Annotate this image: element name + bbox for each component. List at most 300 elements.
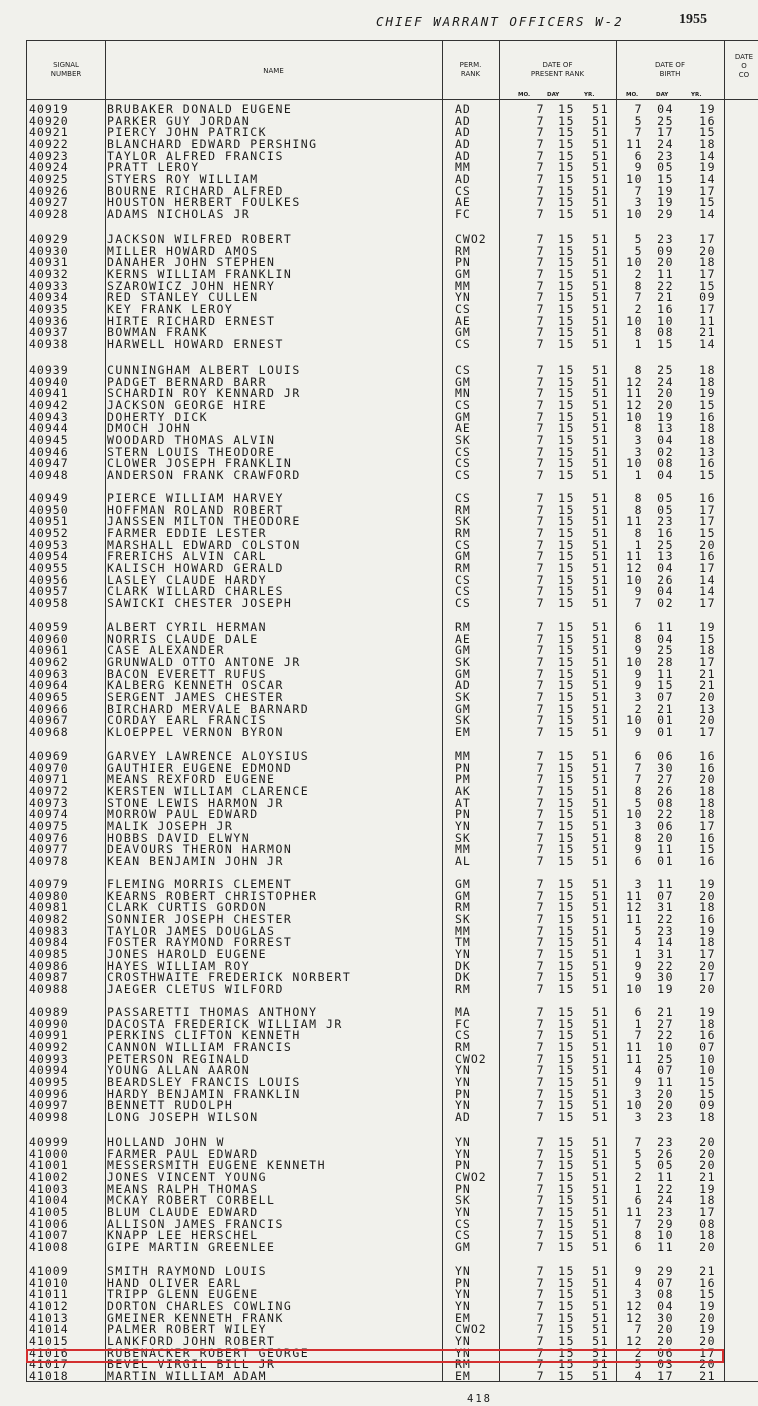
birth-year: 18 (699, 432, 716, 447)
officer-name: FRERICHS ALVIN CARL (107, 549, 268, 564)
perm-rank: YN (455, 1098, 471, 1113)
present-rank-year: 51 (592, 783, 609, 798)
present-rank-month: 7 (536, 301, 545, 316)
birth-day: 07 (657, 1063, 674, 1078)
present-rank-month: 7 (536, 160, 545, 175)
officer-name: GMEINER KENNETH FRANK (107, 1310, 284, 1325)
present-rank-day: 15 (558, 1098, 575, 1113)
birth-month: 4 (634, 1063, 643, 1078)
present-rank-month: 7 (536, 549, 545, 564)
present-rank-day: 15 (558, 1239, 575, 1254)
table-row (27, 853, 758, 868)
signal-number: 40922 (29, 136, 69, 151)
present-rank-month: 7 (536, 981, 545, 996)
signal-number: 40924 (29, 160, 69, 175)
perm-rank: CS (455, 491, 471, 505)
signal-number: 40968 (29, 724, 69, 739)
birth-day: 17 (657, 125, 674, 140)
birth-day: 05 (657, 1158, 674, 1173)
perm-rank: RM (455, 525, 471, 540)
birth-year: 15 (699, 631, 716, 646)
present-rank-day: 15 (558, 1322, 575, 1337)
header-date-next: DATE O CO (734, 53, 754, 79)
perm-rank: AD (455, 1109, 471, 1124)
birth-day: 31 (657, 946, 674, 961)
officer-name: GIPE MARTIN GREENLEE (107, 1239, 276, 1254)
present-rank-day: 15 (558, 278, 575, 293)
perm-rank: AE (455, 195, 471, 210)
birth-month: 7 (634, 760, 643, 775)
birth-year: 16 (699, 1275, 716, 1290)
officer-name: ADAMS NICHOLAS JR (107, 206, 251, 221)
perm-rank: CS (455, 584, 471, 599)
present-rank-month: 7 (536, 1216, 545, 1231)
birth-day: 04 (657, 102, 674, 116)
birth-year: 18 (699, 1193, 716, 1208)
signal-number: 41018 (29, 1368, 69, 1383)
perm-rank: YN (455, 1146, 471, 1161)
birth-year: 15 (699, 125, 716, 140)
birth-month: 1 (634, 467, 643, 482)
officer-name: MALIK JOSEPH JR (107, 818, 234, 833)
birth-day: 30 (657, 1310, 674, 1325)
perm-rank: PN (455, 1275, 471, 1290)
perm-rank: PN (455, 760, 471, 775)
officer-name: FLEMING MORRIS CLEMENT (107, 877, 293, 891)
header-signal-number: SIGNAL NUMBER (50, 61, 82, 78)
present-rank-month: 7 (536, 1322, 545, 1337)
officer-name: PRATT LEROY (107, 160, 200, 175)
birth-month: 5 (634, 113, 643, 128)
officer-name: PIERCY JOHN PATRICK (107, 125, 268, 140)
table-row (27, 595, 758, 610)
perm-rank: DK (455, 970, 471, 985)
birth-month: 6 (634, 853, 643, 868)
officer-name: RED STANLEY CULLEN (107, 290, 259, 305)
birth-month: 9 (634, 643, 643, 658)
present-rank-year: 51 (592, 301, 609, 316)
present-rank-year: 51 (592, 1333, 609, 1348)
officer-name: DORTON CHARLES COWLING (107, 1298, 293, 1313)
birth-month: 2 (634, 1345, 643, 1360)
birth-year: 14 (699, 206, 716, 221)
table-row (27, 724, 758, 739)
birth-month: 3 (634, 432, 643, 447)
birth-year: 19 (699, 923, 716, 938)
signal-number: 41016 (29, 1345, 69, 1360)
birth-year: 15 (699, 842, 716, 857)
present-rank-month: 7 (536, 900, 545, 915)
birth-day: 24 (657, 1193, 674, 1208)
present-rank-year: 51 (592, 807, 609, 822)
officer-name: JONES VINCENT YOUNG (107, 1169, 268, 1184)
table-row (27, 1368, 758, 1383)
officer-name: BEARDSLEY FRANCIS LOUIS (107, 1074, 301, 1089)
signal-number: 40942 (29, 397, 69, 412)
birth-month: 3 (634, 689, 643, 704)
present-rank-month: 7 (536, 888, 545, 903)
present-rank-month: 7 (536, 525, 545, 540)
perm-rank: EM (455, 1368, 471, 1383)
birth-year: 18 (699, 255, 716, 270)
present-rank-year: 51 (592, 830, 609, 845)
present-rank-year: 51 (592, 1216, 609, 1231)
birth-day: 04 (657, 1298, 674, 1313)
perm-rank: YN (455, 1333, 471, 1348)
birth-day: 08 (657, 325, 674, 340)
present-rank-month: 7 (536, 1074, 545, 1089)
birth-month: 10 (626, 255, 643, 270)
perm-rank: CS (455, 537, 471, 552)
birth-day: 25 (657, 643, 674, 658)
present-rank-year: 51 (592, 491, 609, 505)
signal-number: 40962 (29, 654, 69, 669)
present-rank-year: 51 (592, 749, 609, 763)
present-rank-month: 7 (536, 206, 545, 221)
birth-year: 10 (699, 1051, 716, 1066)
present-rank-month: 7 (536, 266, 545, 281)
birth-month: 12 (626, 1333, 643, 1348)
birth-year: 18 (699, 783, 716, 798)
present-rank-year: 51 (592, 1310, 609, 1325)
present-rank-day: 15 (558, 432, 575, 447)
present-rank-month: 7 (536, 113, 545, 128)
present-rank-day: 15 (558, 1158, 575, 1173)
present-rank-day: 15 (558, 560, 575, 575)
present-rank-month: 7 (536, 195, 545, 210)
present-rank-month: 7 (536, 666, 545, 681)
present-rank-year: 51 (592, 1005, 609, 1019)
birth-day: 15 (657, 336, 674, 351)
present-rank-year: 51 (592, 760, 609, 775)
signal-number: 40990 (29, 1016, 69, 1031)
officer-name: SCHARDIN ROY KENNARD JR (107, 386, 301, 401)
officer-name: MESSERSMITH EUGENE KENNETH (107, 1158, 327, 1173)
birth-month: 10 (626, 713, 643, 728)
birth-day: 11 (657, 666, 674, 681)
present-rank-month: 7 (536, 1039, 545, 1054)
sub-day: DAY (656, 92, 669, 98)
officer-name: CLOWER JOSEPH FRANKLIN (107, 456, 293, 471)
present-rank-day: 15 (558, 514, 575, 529)
present-rank-day: 15 (558, 102, 575, 116)
present-rank-month: 7 (536, 911, 545, 926)
birth-year: 19 (699, 1298, 716, 1313)
officer-name: GRUNWALD OTTO ANTONE JR (107, 654, 301, 669)
birth-year: 18 (699, 1228, 716, 1243)
present-rank-month: 7 (536, 654, 545, 669)
present-rank-year: 51 (592, 1028, 609, 1043)
present-rank-day: 15 (558, 421, 575, 436)
officer-name: WOODARD THOMAS ALVIN (107, 432, 276, 447)
perm-rank: RM (455, 900, 471, 915)
birth-month: 12 (626, 397, 643, 412)
birth-month: 10 (626, 981, 643, 996)
birth-month: 11 (626, 514, 643, 529)
ledger-table (26, 40, 758, 1382)
signal-number: 40996 (29, 1086, 69, 1101)
signal-number: 40984 (29, 935, 69, 950)
birth-day: 11 (657, 842, 674, 857)
signal-number: 40949 (29, 491, 69, 505)
present-rank-day: 15 (558, 409, 575, 424)
birth-month: 12 (626, 374, 643, 389)
present-rank-day: 15 (558, 525, 575, 540)
signal-number: 41008 (29, 1239, 69, 1254)
present-rank-year: 51 (592, 1345, 609, 1360)
perm-rank: CWO2 (455, 232, 487, 246)
present-rank-month: 7 (536, 456, 545, 471)
present-rank-month: 7 (536, 1228, 545, 1243)
birth-day: 21 (657, 1005, 674, 1019)
birth-year: 20 (699, 1158, 716, 1173)
birth-year: 19 (699, 160, 716, 175)
birth-day: 11 (657, 1074, 674, 1089)
present-rank-month: 7 (536, 749, 545, 763)
perm-rank: YN (455, 1298, 471, 1313)
present-rank-year: 51 (592, 1181, 609, 1196)
present-rank-year: 51 (592, 701, 609, 716)
birth-month: 10 (626, 807, 643, 822)
officer-name: KALISCH HOWARD GERALD (107, 560, 284, 575)
birth-year: 17 (699, 266, 716, 281)
present-rank-month: 7 (536, 171, 545, 186)
birth-month: 5 (634, 923, 643, 938)
officer-name: SMITH RAYMOND LOUIS (107, 1264, 268, 1278)
birth-year: 14 (699, 584, 716, 599)
present-rank-year: 51 (592, 502, 609, 517)
present-rank-year: 51 (592, 525, 609, 540)
perm-rank: CS (455, 467, 471, 482)
signal-number: 40994 (29, 1063, 69, 1078)
present-rank-month: 7 (536, 595, 545, 610)
present-rank-day: 15 (558, 1228, 575, 1243)
birth-month: 9 (634, 666, 643, 681)
signal-number: 40999 (29, 1135, 69, 1149)
birth-month: 8 (634, 502, 643, 517)
birth-month: 3 (634, 1109, 643, 1124)
birth-year: 18 (699, 643, 716, 658)
birth-day: 20 (657, 830, 674, 845)
birth-day: 25 (657, 537, 674, 552)
signal-number: 40995 (29, 1074, 69, 1089)
present-rank-month: 7 (536, 1063, 545, 1078)
present-rank-year: 51 (592, 125, 609, 140)
present-rank-year: 51 (592, 290, 609, 305)
present-rank-year: 51 (592, 560, 609, 575)
perm-rank: PN (455, 1086, 471, 1101)
birth-year: 20 (699, 1135, 716, 1149)
birth-month: 7 (634, 290, 643, 305)
birth-day: 23 (657, 232, 674, 246)
present-rank-year: 51 (592, 1204, 609, 1219)
birth-month: 2 (634, 1169, 643, 1184)
present-rank-year: 51 (592, 713, 609, 728)
birth-month: 5 (634, 232, 643, 246)
perm-rank: GM (455, 666, 471, 681)
birth-year: 21 (699, 325, 716, 340)
birth-year: 17 (699, 818, 716, 833)
perm-rank: GM (455, 1239, 471, 1254)
perm-rank: SK (455, 689, 471, 704)
signal-number: 41003 (29, 1181, 69, 1196)
birth-month: 4 (634, 1275, 643, 1290)
birth-year: 14 (699, 148, 716, 163)
officer-name: PIERCE WILLIAM HARVEY (107, 491, 284, 505)
present-rank-year: 51 (592, 1275, 609, 1290)
present-rank-month: 7 (536, 620, 545, 634)
signal-number: 40979 (29, 877, 69, 891)
birth-day: 14 (657, 935, 674, 950)
present-rank-day: 15 (558, 1345, 575, 1360)
birth-day: 27 (657, 772, 674, 787)
officer-name: MARTIN WILLIAM ADAM (107, 1368, 268, 1383)
officer-name: DANAHER JOHN STEPHEN (107, 255, 276, 270)
birth-year: 17 (699, 301, 716, 316)
birth-day: 30 (657, 970, 674, 985)
sub-day: DAY (547, 92, 560, 98)
birth-month: 3 (634, 444, 643, 459)
perm-rank: AL (455, 853, 471, 868)
present-rank-month: 7 (536, 1169, 545, 1184)
birth-month: 7 (634, 1322, 643, 1337)
present-rank-month: 7 (536, 444, 545, 459)
officer-name: ALBERT CYRIL HERMAN (107, 620, 268, 634)
birth-day: 20 (657, 397, 674, 412)
perm-rank: CS (455, 183, 471, 198)
present-rank-year: 51 (592, 102, 609, 116)
birth-month: 8 (634, 491, 643, 505)
present-rank-month: 7 (536, 958, 545, 973)
present-rank-year: 51 (592, 877, 609, 891)
perm-rank: CS (455, 397, 471, 412)
birth-year: 19 (699, 386, 716, 401)
perm-rank: SK (455, 911, 471, 926)
officer-name: CUNNINGHAM ALBERT LOUIS (107, 363, 301, 377)
signal-number: 40959 (29, 620, 69, 634)
birth-month: 8 (634, 325, 643, 340)
present-rank-year: 51 (592, 572, 609, 587)
signal-number: 40983 (29, 923, 69, 938)
birth-day: 23 (657, 1109, 674, 1124)
present-rank-year: 51 (592, 467, 609, 482)
birth-day: 19 (657, 183, 674, 198)
signal-number: 40973 (29, 795, 69, 810)
officer-name: KEY FRANK LEROY (107, 301, 234, 316)
officer-name: ALLISON JAMES FRANCIS (107, 1216, 284, 1231)
present-rank-day: 15 (558, 255, 575, 270)
present-rank-month: 7 (536, 537, 545, 552)
signal-number: 40993 (29, 1051, 69, 1066)
birth-month: 6 (634, 1005, 643, 1019)
signal-number: 41009 (29, 1264, 69, 1278)
birth-month: 9 (634, 1264, 643, 1278)
present-rank-day: 15 (558, 946, 575, 961)
birth-year: 18 (699, 900, 716, 915)
birth-month: 11 (626, 911, 643, 926)
present-rank-year: 51 (592, 1039, 609, 1054)
present-rank-year: 51 (592, 386, 609, 401)
birth-year: 10 (699, 1063, 716, 1078)
perm-rank: YN (455, 1264, 471, 1278)
birth-day: 22 (657, 278, 674, 293)
perm-rank: MM (455, 278, 471, 293)
birth-month: 3 (634, 877, 643, 891)
birth-year: 19 (699, 1005, 716, 1019)
birth-month: 5 (634, 1357, 643, 1372)
officer-name: PADGET BERNARD BARR (107, 374, 268, 389)
officer-name: LONG JOSEPH WILSON (107, 1109, 259, 1124)
present-rank-month: 7 (536, 421, 545, 436)
officer-name: JACKSON GEORGE HIRE (107, 397, 268, 412)
present-rank-day: 15 (558, 713, 575, 728)
birth-day: 11 (657, 266, 674, 281)
present-rank-day: 15 (558, 232, 575, 246)
officer-name: FARMER PAUL EDWARD (107, 1146, 259, 1161)
signal-number: 41017 (29, 1357, 69, 1372)
birth-day: 02 (657, 444, 674, 459)
signal-number: 40940 (29, 374, 69, 389)
birth-month: 1 (634, 1016, 643, 1031)
birth-day: 09 (657, 243, 674, 258)
birth-day: 23 (657, 148, 674, 163)
signal-number: 40991 (29, 1028, 69, 1043)
present-rank-year: 51 (592, 795, 609, 810)
birth-day: 10 (657, 1039, 674, 1054)
signal-number: 40958 (29, 595, 69, 610)
birth-year: 18 (699, 136, 716, 151)
present-rank-year: 51 (592, 325, 609, 340)
signal-number: 40964 (29, 678, 69, 693)
header-divider (27, 99, 758, 100)
present-rank-day: 15 (558, 1193, 575, 1208)
birth-year: 16 (699, 549, 716, 564)
birth-day: 04 (657, 631, 674, 646)
birth-day: 19 (657, 981, 674, 996)
birth-day: 02 (657, 595, 674, 610)
officer-name: BEVEL VIRGIL BILL JR (107, 1357, 276, 1372)
perm-rank: EM (455, 724, 471, 739)
present-rank-month: 7 (536, 1264, 545, 1278)
birth-day: 01 (657, 713, 674, 728)
present-rank-month: 7 (536, 136, 545, 151)
perm-rank: AT (455, 795, 471, 810)
header-present-rank: DATE OF PRESENT RANK (530, 61, 585, 78)
present-rank-day: 15 (558, 502, 575, 517)
present-rank-day: 15 (558, 620, 575, 634)
perm-rank: PN (455, 1181, 471, 1196)
birth-day: 11 (657, 1169, 674, 1184)
perm-rank: TM (455, 935, 471, 950)
present-rank-month: 7 (536, 125, 545, 140)
perm-rank: AE (455, 313, 471, 328)
birth-day: 04 (657, 584, 674, 599)
birth-day: 23 (657, 1135, 674, 1149)
birth-month: 8 (634, 783, 643, 798)
birth-day: 01 (657, 853, 674, 868)
present-rank-month: 7 (536, 102, 545, 116)
present-rank-day: 15 (558, 243, 575, 258)
present-rank-year: 51 (592, 1109, 609, 1124)
birth-day: 20 (657, 1333, 674, 1348)
birth-month: 3 (634, 818, 643, 833)
present-rank-year: 51 (592, 1016, 609, 1031)
signal-number: 41014 (29, 1322, 69, 1337)
present-rank-day: 15 (558, 301, 575, 316)
present-rank-year: 51 (592, 678, 609, 693)
birth-month: 9 (634, 724, 643, 739)
present-rank-year: 51 (592, 911, 609, 926)
